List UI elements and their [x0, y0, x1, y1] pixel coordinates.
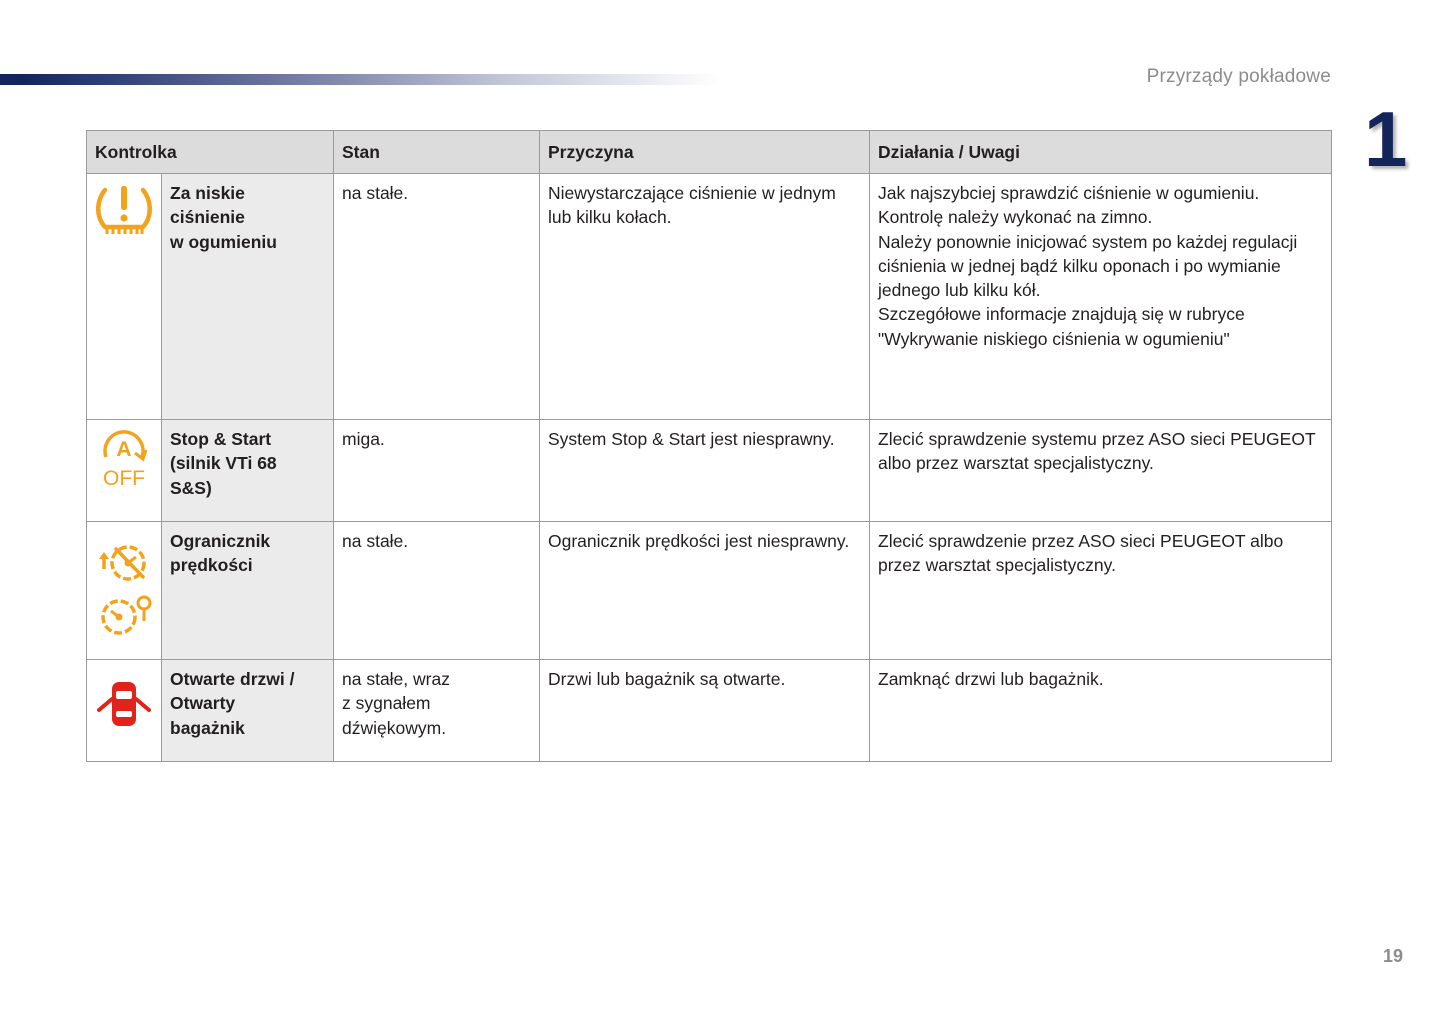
- icon-cell: [87, 174, 162, 420]
- chapter-number: 1: [1364, 95, 1408, 183]
- action-cell: Zlecić sprawdzenie systemu przez ASO sieci PEUGEOT albo przez warsztat specjalistyczny.: [870, 420, 1332, 522]
- header-gradient-bar: [0, 74, 720, 85]
- warning-lights-table: [86, 130, 1332, 762]
- table-row: [87, 174, 1332, 420]
- cause-cell: Drzwi lub bagażnik są otwarte.: [540, 660, 870, 762]
- table-row: [87, 660, 1332, 762]
- column-header-stan: Stan: [334, 131, 540, 174]
- indicator-name: Otwarte drzwi / Otwarty bagażnik: [162, 660, 334, 762]
- indicator-name: Ogranicznik prędkości: [162, 522, 334, 660]
- page-number: 19: [1383, 946, 1404, 966]
- column-header-kontrolka: Kontrolka: [87, 131, 334, 174]
- stop-start-off-label: OFF: [103, 467, 145, 489]
- action-cell: Zamknąć drzwi lub bagażnik.: [870, 660, 1332, 762]
- action-cell: Jak najszybciej sprawdzić ciśnienie w ogumieniu. Kontrolę należy wykonać na zimno. Należy ponownie inicjować system po każdej regulacji ciśnienia w jednej bądź kilku oponach i po wymianie jednego lub kilku kół. Szczegółowe informacje znajdują się w rubryce "Wykrywanie niskiego ciśnienia w ogumieniu": [870, 174, 1332, 420]
- state-cell: na stałe, wraz z sygnałem dźwiękowym.: [334, 660, 540, 762]
- cause-cell: Niewystarczające ciśnienie w jednym lub kilku kołach.: [540, 174, 870, 420]
- table-row: [87, 522, 1332, 660]
- column-header-dzialania: Działania / Uwagi: [870, 131, 1332, 174]
- icon-cell: [87, 420, 162, 522]
- speedometer-fault-icon: [95, 593, 153, 637]
- speed-limiter-fault-icon: [95, 539, 153, 585]
- indicator-name: Za niskie ciśnienie w ogumieniu: [162, 174, 334, 420]
- cause-cell: System Stop & Start jest niesprawny.: [540, 420, 870, 522]
- door-open-icon: [95, 677, 153, 733]
- state-cell: miga.: [334, 420, 540, 522]
- column-header-przyczyna: Przyczyna: [540, 131, 870, 174]
- state-cell: na stałe.: [334, 522, 540, 660]
- table-row: [87, 420, 1332, 522]
- table-header-row: [87, 131, 1332, 174]
- state-cell: na stałe.: [334, 174, 540, 420]
- section-title: Przyrządy pokładowe: [1146, 66, 1331, 87]
- indicator-name: Stop & Start (silnik VTi 68 S&S): [162, 420, 334, 522]
- cause-cell: Ogranicznik prędkości jest niesprawny.: [540, 522, 870, 660]
- icon-cell: [87, 660, 162, 762]
- action-cell: Zlecić sprawdzenie przez ASO sieci PEUGEOT albo przez warsztat specjalistyczny.: [870, 522, 1332, 660]
- stop-start-off-icon: [95, 427, 153, 489]
- icon-cell: [87, 522, 162, 660]
- stop-start-letter-a: A: [116, 438, 132, 461]
- tire-pressure-warning-icon: [95, 181, 153, 239]
